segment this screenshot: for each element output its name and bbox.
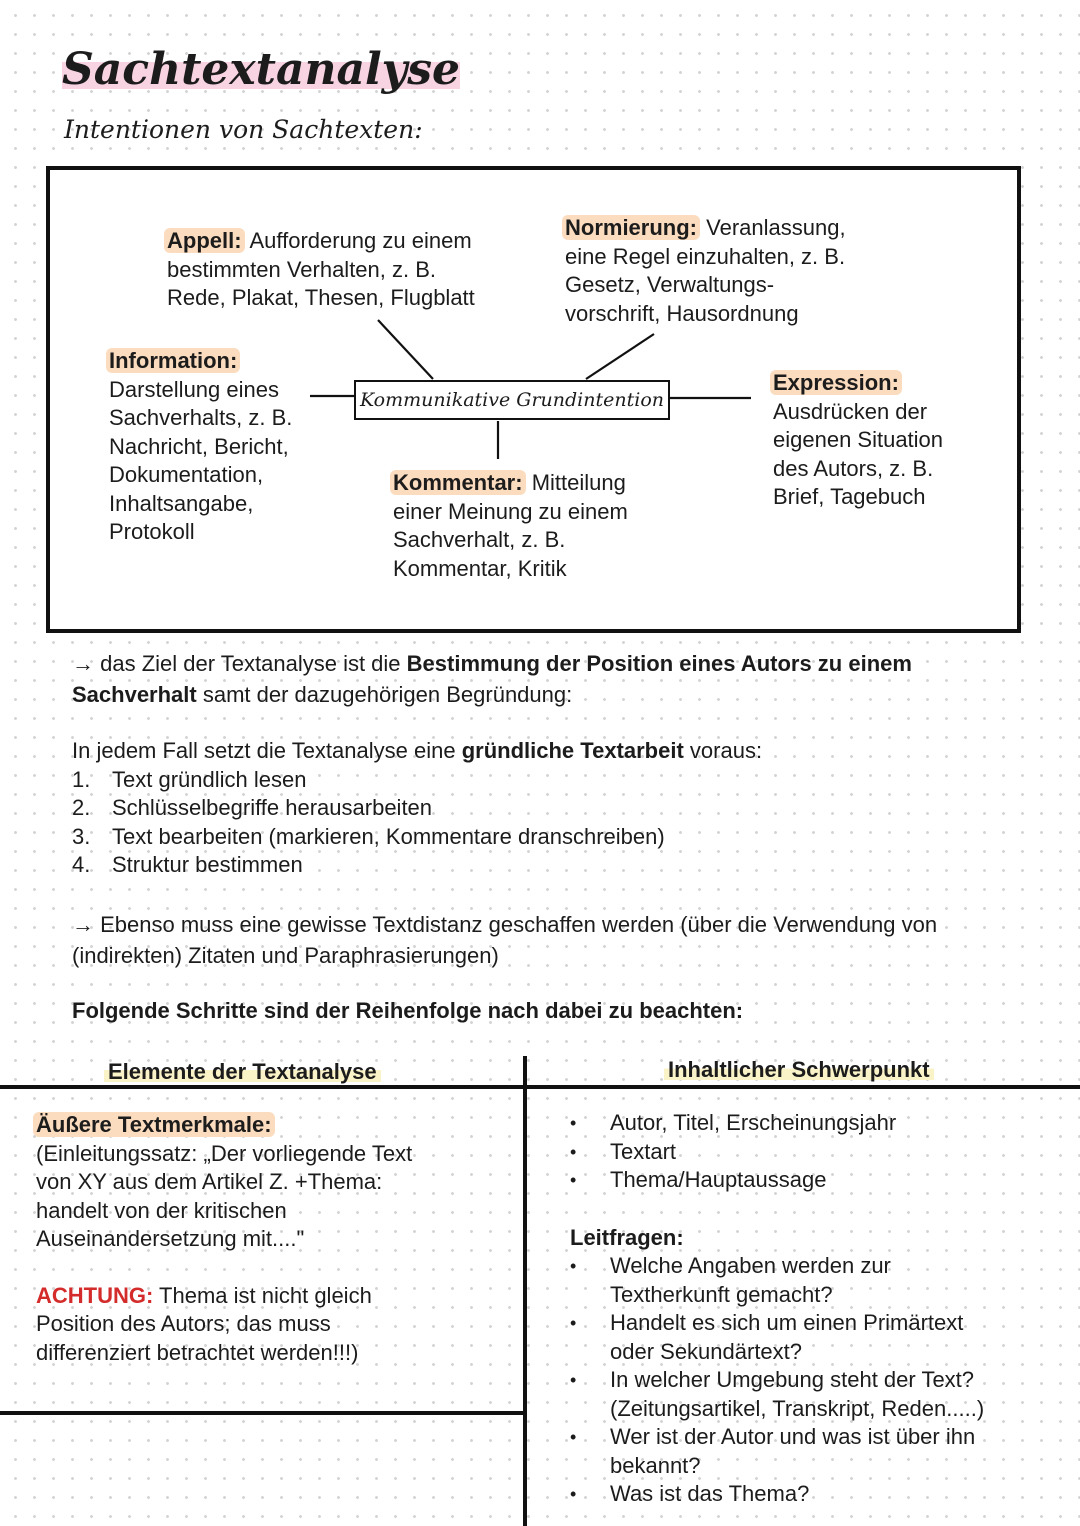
list-item: • Welche Angaben werden zur Textherkunft gemacht? — [570, 1252, 1070, 1309]
distance-line2: (indirekten) Zitaten und Paraphrasierungen) — [72, 943, 499, 968]
left-line: Auseinandersetzung mit...." — [36, 1226, 305, 1251]
normierung-line2: eine Regel einzuhalten, z. B. — [565, 243, 846, 269]
list-item: • Autor, Titel, Erscheinungsjahr — [570, 1109, 1070, 1138]
connector-normierung — [586, 334, 654, 379]
normierung-label: Normierung: — [562, 215, 700, 240]
node-expression — [773, 369, 993, 512]
table-row-divider — [0, 1411, 527, 1415]
node-kommentar — [393, 469, 683, 583]
list-item: • Textart — [570, 1138, 1070, 1167]
diagram-center-box: Kommunikative Grundintention — [354, 380, 670, 420]
information-label: Information: — [106, 348, 240, 373]
expression-line1: Ausdrücken der — [773, 398, 928, 424]
steps-heading: Folgende Schritte sind der Reihenfolge nach dabei zu beachten: — [72, 998, 744, 1023]
warning-label: ACHTUNG: — [36, 1282, 154, 1308]
normierung-line3: Gesetz, Verwaltungs- — [565, 272, 775, 297]
prereq-pre: In jedem Fall setzt die Textanalyse eine — [72, 738, 456, 763]
information-line5: Inhaltsangabe, — [109, 490, 254, 516]
left-line: (Einleitungssatz: „Der vorliegende Text — [36, 1140, 413, 1166]
prereq-steps-list — [72, 766, 1032, 880]
information-line4: Dokumentation, — [109, 462, 264, 487]
node-appell — [167, 227, 512, 313]
table-vertical-divider — [523, 1056, 527, 1526]
distance-paragraph — [72, 909, 1062, 971]
node-information — [109, 347, 309, 547]
normierung-line4: vorschrift, Hausordnung — [565, 300, 799, 326]
list-item: • Thema/Hauptaussage — [570, 1166, 1070, 1195]
appell-line2: bestimmten Verhalten, z. B. — [167, 256, 437, 282]
information-line2: Sachverhalts, z. B. — [109, 405, 293, 430]
kommentar-line4: Kommentar, Kritik — [393, 555, 567, 581]
arrow-icon: → — [72, 651, 94, 676]
appell-label: Appell: — [164, 228, 245, 253]
list-item: 2. Schlüsselbegriffe herausarbeiten — [72, 795, 433, 820]
list-item: • Handelt es sich um einen Primärtext oder Sekundärtext? — [570, 1309, 1070, 1366]
goal-pre: das Ziel der Textanalyse ist die — [100, 651, 401, 676]
list-item: 4. Struktur bestimmen — [72, 852, 303, 877]
kommentar-label: Kommentar: — [390, 470, 526, 495]
list-item: • Wer ist der Autor und was ist über ihn bekannt? — [570, 1423, 1070, 1480]
kommentar-line2: einer Meinung zu einem — [393, 498, 628, 524]
table-cell-left — [36, 1111, 516, 1367]
left-line: von XY aus dem Artikel Z. +Thema: — [36, 1169, 383, 1194]
appell-text: Aufforderung zu einem — [249, 228, 472, 253]
table-header-col1 — [104, 1058, 381, 1087]
warning-first: Thema ist nicht gleich — [159, 1282, 372, 1308]
normierung-text: Veranlassung, — [706, 215, 846, 240]
expression-line4: Brief, Tagebuch — [773, 484, 926, 509]
content-list — [570, 1109, 1070, 1195]
table-header-col2 — [664, 1056, 934, 1085]
leitfragen-label: Leitfragen: — [570, 1224, 684, 1250]
expression-line3: des Autors, z. B. — [773, 455, 934, 481]
diagram-frame — [46, 166, 1021, 633]
page-title-text: Sachtextanalyse — [62, 44, 460, 95]
node-normierung — [565, 214, 895, 328]
warning-line: Position des Autors; das muss — [36, 1311, 331, 1336]
page-subtitle: Intentionen von Sachtexten: — [64, 115, 423, 144]
col1-header-text: Elemente der Textanalyse — [104, 1059, 381, 1084]
connector-appell — [378, 320, 433, 379]
expression-line2: eigenen Situation — [773, 427, 944, 452]
list-item: • Was ist das Thema? — [570, 1480, 1070, 1509]
questions-list — [570, 1252, 1070, 1509]
prereq-section — [72, 737, 1032, 880]
kommentar-text: Mitteilung — [531, 470, 626, 495]
prereq-post: voraus: — [689, 738, 763, 763]
page-title — [62, 40, 460, 100]
list-item: 3. Text bearbeiten (markieren, Kommentare dranschreiben) — [72, 823, 665, 849]
table-cell-right — [570, 1109, 1070, 1509]
information-line1: Darstellung eines — [109, 376, 279, 402]
goal-post: samt der dazugehörigen Begründung: — [202, 682, 573, 707]
col2-header-text: Inhaltlicher Schwerpunkt — [664, 1057, 934, 1082]
information-line6: Protokoll — [109, 519, 195, 544]
goal-bold2: Sachverhalt — [72, 682, 197, 707]
left-heading: Äußere Textmerkmale: — [33, 1112, 275, 1137]
arrow-icon: → — [72, 912, 94, 937]
prereq-intro — [72, 737, 1032, 766]
warning-line: differenziert betrachtet werden!!!) — [36, 1339, 359, 1365]
goal-bold1: Bestimmung der Position eines Autors zu einem — [406, 651, 912, 676]
expression-label: Expression: — [770, 370, 902, 395]
prereq-bold: gründliche Textarbeit — [461, 738, 684, 763]
kommentar-line3: Sachverhalt, z. B. — [393, 527, 566, 552]
information-line3: Nachricht, Bericht, — [109, 433, 289, 459]
left-line: handelt von der kritischen — [36, 1197, 287, 1223]
distance-line1: Ebenso muss eine gewisse Textdistanz geschaffen werden (über die Verwendung von — [100, 912, 938, 937]
list-item: 1. Text gründlich lesen — [72, 766, 307, 792]
goal-paragraph — [72, 648, 1032, 710]
appell-line3: Rede, Plakat, Thesen, Flugblatt — [167, 285, 475, 310]
list-item: • In welcher Umgebung steht der Text? (Zeitungsartikel, Transkript, Reden.....) — [570, 1366, 1070, 1423]
